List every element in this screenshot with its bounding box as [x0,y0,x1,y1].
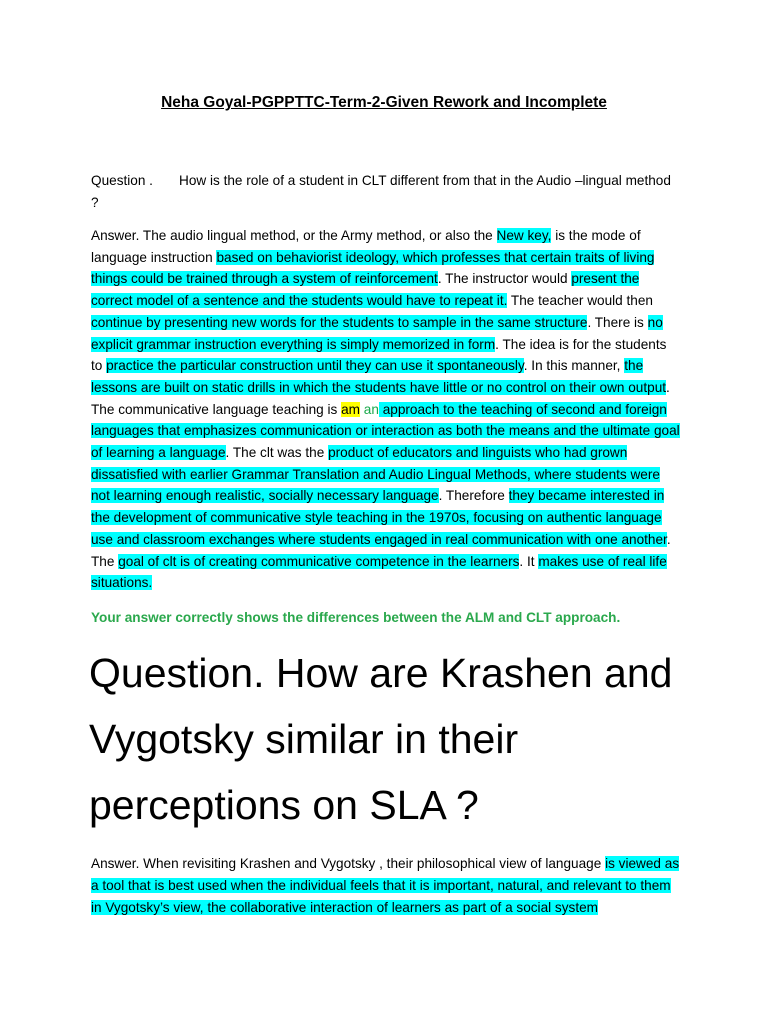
marked-text: an [363,401,379,417]
answer-2 [91,853,681,919]
answer-text: . There is [587,314,648,330]
answer-text: . The clt was the [225,445,329,461]
highlighted-text: present the correct model of a sentence and the students would have to repeat it. [91,271,640,309]
answer-text: The teacher would then [507,293,653,309]
answer-text: . In this manner, [523,358,625,374]
highlighted-text: practice the particular construction until they can use it spontaneously [106,358,524,374]
answer-text: . Therefore [438,488,509,504]
highlighted-text: goal of clt is of creating communicative competence in the learners [118,553,520,569]
answer-text: Answer. When revisiting Krashen and Vygotsky , their philosophical view of language [91,856,606,871]
answer-text: Answer. The audio lingual method, or the Army method, or also the [91,228,497,243]
highlighted-text: based on behaviorist ideology, which professes that certain traits of living things could be trained through a system of reinforcement [91,249,655,287]
highlighted-text: the lessons are built on static drills in which the students have little or no control on their own output [91,358,667,395]
answer-text: is the mode of language instruction [91,228,641,265]
highlighted-text: they became interested in the development of communicative style teaching in the 1970s, focusing on authentic language use and classroom exchanges where students engaged in real communication with one another [91,488,667,547]
answer-text: . The [91,531,671,569]
highlighted-text: makes use of real life situations. [91,553,667,591]
document-title: Neha Goyal-PGPPTTC-Term-2-Given Rework and Incomplete [161,94,607,111]
answer-text: . The instructor would [437,271,572,287]
answer-text: . It [519,553,539,569]
highlighted-text: is viewed as a tool that is best used when the individual feels that it is important, natural, and relevant to them in Vygotsky’s view, the collaborative interaction of learners as part of a social system [91,856,680,915]
highlighted-text: continue by presenting new words for the students to sample in the same structure [91,314,588,330]
answer-text: . The idea is for the students to [91,336,667,374]
answer-text: . The communicative language teaching is [91,379,670,417]
highlighted-text: no explicit grammar instruction everything is simply memorized in form [91,314,663,352]
question-2-heading: Question. How are Krashen and Vygotsky similar in their perceptions on SLA ? [89,650,673,828]
marked-text: am [341,401,361,417]
highlighted-text: approach to the teaching of second and foreign languages that emphasizes communication or interaction as both the means and the ultimate goal of learning a language [91,401,680,461]
highlighted-text: product of educators and linguists who had grown dissatisfied with earlier Grammar Translation and Audio Lingual Methods, where students were not learning enough realistic, socially necessary language [91,445,660,504]
question-1-label: Question . [91,173,153,188]
answer-1 [91,225,681,594]
teacher-feedback: Your answer correctly shows the differences between the ALM and CLT approach. [91,610,621,625]
question-1 [91,170,681,213]
question-1-text: How is the role of a student in CLT different from that in the Audio –lingual method ? [91,173,671,210]
highlighted-text: New key, [496,228,552,243]
